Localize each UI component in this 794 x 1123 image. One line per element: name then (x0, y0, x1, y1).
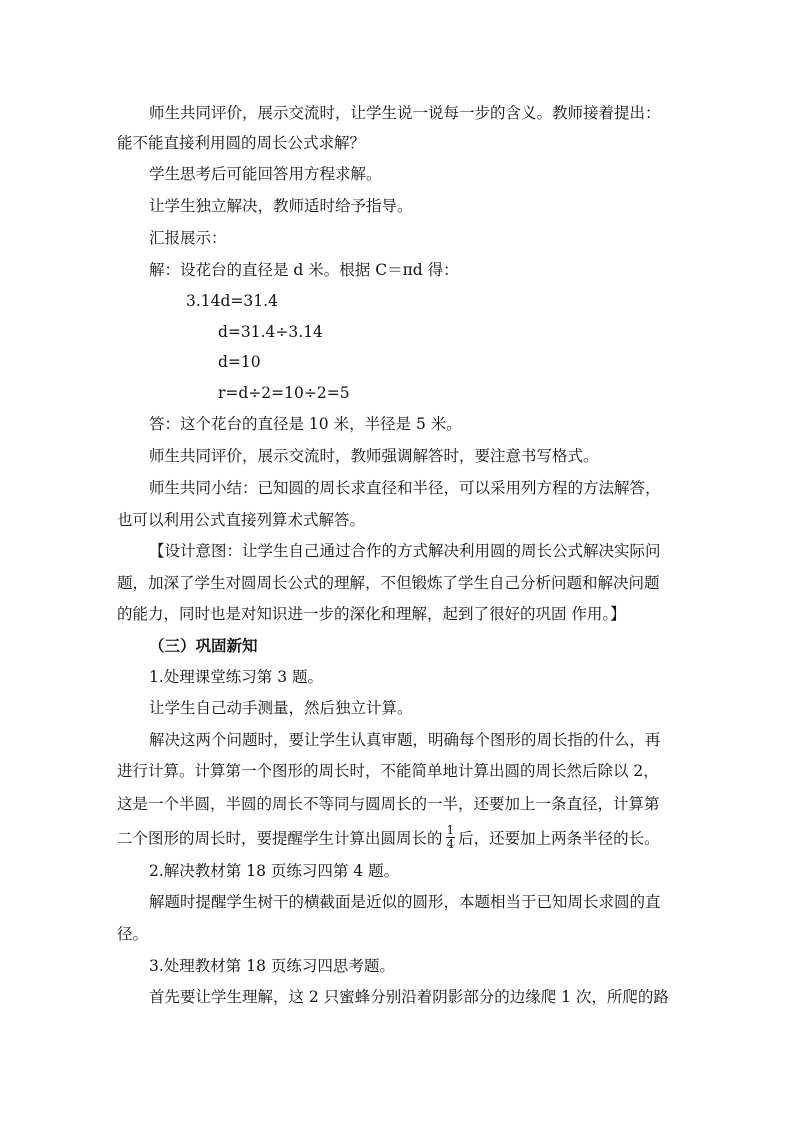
equation-line: d=31.4÷3.14 (218, 323, 323, 341)
paragraph-line: 3.处理教材第 18 页练习四思考题。 (149, 957, 395, 975)
design-intent-line: 【设计意图：让学生自己通过合作的方式解决利用圆的周长公式解决实际问 (149, 542, 661, 560)
paragraph-line: 这是一个半圆，半圆的周长不等同与圆周长的一半，还要加上一条直径，计算第 (117, 795, 660, 813)
paragraph-line: 让学生独立解决，教师适时给予指导。 (149, 197, 413, 215)
section-heading: （三）巩固新知 (149, 636, 258, 655)
paragraph-line: 也可以利用公式直接列算术式解答。 (117, 511, 366, 529)
fraction-one-quarter (446, 824, 456, 851)
paragraph-line: 解题时提醒学生树干的横截面是近似的圆形，本题相当于已知周长求圆的直 (149, 893, 661, 911)
text-after-fraction: 后，还要加上两条半径的长。 (458, 829, 660, 848)
paragraph-line: 解决这两个问题时，要让学生认真审题，明确每个图形的周长指的什么，再 (149, 731, 661, 749)
paragraph-line: 汇报展示： (149, 229, 227, 247)
equation-line: 3.14d=31.4 (186, 292, 278, 310)
paragraph-line: 师生共同小结：已知圆的周长求直径和半径，可以采用列方程的方法解答， (149, 479, 661, 497)
paragraph-line: 师生共同评价，展示交流时，教师强调解答时，要注意书写格式。 (149, 447, 599, 465)
paragraph-line: 让学生自己动手测量，然后独立计算。 (149, 699, 413, 717)
design-intent-line: 题，加深了学生对圆周长公式的理解，不但锻炼了学生自己分析问题和解决问题 (117, 574, 660, 592)
equation-line: d=10 (218, 353, 261, 371)
paragraph-line: 能不能直接利用圆的周长公式求解？ (117, 134, 366, 152)
equation-line: r=d÷2=10÷2=5 (218, 384, 350, 402)
paragraph-line: 进行计算。计算第一个图形的周长时，不能简单地计算出圆的周长然后除以 2， (117, 762, 659, 780)
paragraph-line: 首先要让学生理解，这 2 只蜜蜂分别沿着阴影部分的边缘爬 1 次，所爬的路 (149, 988, 669, 1006)
text-before-fraction: 二个图形的周长时，要提醒学生计算出圆周长的 (117, 829, 443, 848)
paragraph-line-with-fraction (117, 823, 660, 853)
paragraph-line: 1.处理课堂练习第 3 题。 (149, 668, 324, 686)
answer-line: 答：这个花台的直径是 10 米，半径是 5 米。 (149, 415, 462, 433)
paragraph-line: 学生思考后可能回答用方程求解。 (149, 165, 382, 183)
paragraph-line: 径。 (117, 925, 149, 943)
solution-line: 解：设花台的直径是 d 米。根据 C＝πd 得： (149, 261, 459, 279)
paragraph-line: 师生共同评价，展示交流时，让学生说一说每一步的含义。教师接着提出： (149, 104, 661, 122)
paragraph-line: 2.解决教材第 18 页练习四第 4 题。 (149, 862, 400, 880)
fraction-denominator: 4 (446, 837, 455, 851)
design-intent-line: 的能力，同时也是对知识进一步的深化和理解，起到了很好的巩固 作用。】 (117, 605, 626, 623)
fraction-numerator: 1 (446, 823, 455, 837)
